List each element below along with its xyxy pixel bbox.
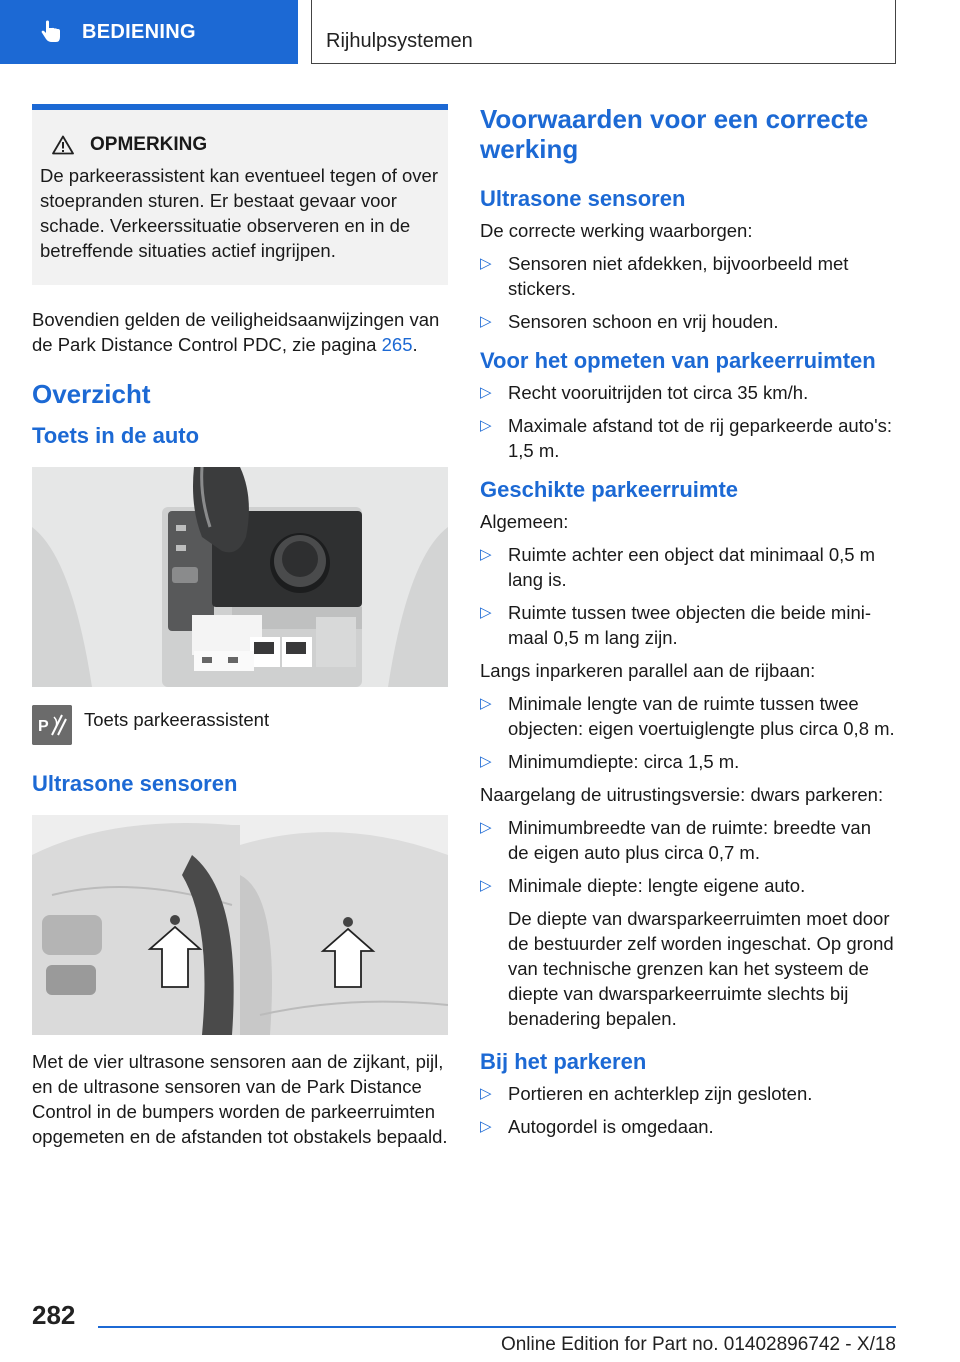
parking-list bbox=[480, 1081, 896, 1139]
list-item: ▷ Sensoren niet afdekken, bijvoorbeeld met stickers. bbox=[480, 251, 896, 301]
general-list bbox=[480, 542, 896, 650]
svg-text:P: P bbox=[38, 718, 49, 735]
sensors-heading: Ultrasone sensoren bbox=[32, 771, 238, 796]
list-item: ▷ Maximale afstand tot de rij geparkeerde auto's: 1,5 m. bbox=[480, 413, 896, 463]
parking-heading: Bij het parkeren bbox=[480, 1049, 647, 1074]
perp-list bbox=[480, 815, 896, 898]
us-list bbox=[480, 251, 896, 334]
general-label: Algemeen: bbox=[480, 511, 569, 532]
section-tab[interactable] bbox=[0, 0, 298, 64]
measure-list bbox=[480, 380, 896, 463]
intro-paragraph bbox=[32, 307, 448, 357]
conditions-heading: Voorwaarden voor een correcte werking bbox=[480, 104, 869, 164]
parking-assistant-button-icon bbox=[32, 705, 72, 745]
list-item: ▷ Ruimte achter een object dat minimaal 0,5 m lang is. bbox=[480, 542, 896, 592]
section-label: BEDIENING bbox=[82, 20, 196, 43]
chapter-title: Rijhulpsystemen bbox=[311, 0, 896, 64]
warning-note bbox=[32, 104, 448, 285]
list-item: ▷ Minimumdiepte: circa 1,5 m. bbox=[480, 749, 896, 774]
list-item: ▷ Portieren en achterklep zijn gesloten. bbox=[480, 1081, 896, 1106]
intro-end: . bbox=[412, 334, 418, 355]
sensors-paragraph: Met de vier ultrasone sensoren aan de zijkant, pijl, en de ultrasone sensoren van de Park Distance Control in de bumpers worden de parkeerruimten opgemeten en de afstanden tot obstakels bepaald. bbox=[32, 1051, 448, 1147]
measure-heading: Voor het opmeten van parkeerruimten bbox=[480, 348, 876, 373]
edition-text: Online Edition for Part no. 01402896742 - X/18 bbox=[500, 1334, 896, 1355]
note-text: De parkeerassistent kan eventueel tegen of over stoepranden sturen. Er bestaat gevaar voor schade. Verkeerssituatie observeren en in de betreffende situaties actief ingrijpen. bbox=[40, 165, 438, 261]
rear-bumper-illustration bbox=[240, 815, 448, 1035]
rear-bumper-image bbox=[240, 815, 448, 1035]
left-column bbox=[32, 104, 448, 1157]
suitable-heading: Geschikte parkeerruimte bbox=[480, 477, 739, 502]
parallel-list bbox=[480, 691, 896, 774]
list-item: ▷ Sensoren schoon en vrij houden. bbox=[480, 309, 896, 334]
center-console-image bbox=[32, 467, 448, 687]
sensor-images bbox=[32, 815, 448, 1035]
right-column bbox=[480, 104, 896, 1147]
perp-label: Naargelang de uitrustingsversie: dwars parkeren: bbox=[480, 784, 884, 805]
page-link[interactable]: 265 bbox=[381, 334, 413, 355]
us-heading: Ultrasone sensoren bbox=[480, 186, 686, 211]
button-heading: Toets in de auto bbox=[32, 423, 200, 448]
warning-triangle-icon bbox=[52, 135, 74, 155]
list-item: ▷ Ruimte tussen twee objecten die beide minimaal 0,5 m lang zijn. bbox=[480, 600, 896, 650]
note-title bbox=[40, 132, 438, 157]
us-intro: De correcte werking waarborgen: bbox=[480, 220, 753, 241]
footer-divider bbox=[98, 1326, 896, 1328]
button-caption: Toets parkeerassistent bbox=[84, 709, 270, 730]
bumper-image bbox=[32, 815, 240, 1035]
note-title-text: OPMERKING bbox=[90, 134, 208, 155]
page-number: 282 bbox=[32, 1300, 76, 1330]
list-item: ▷ Recht vooruitrijden tot circa 35 km/h. bbox=[480, 380, 896, 405]
parallel-label: Langs inparkeren parallel aan de rijbaan: bbox=[480, 660, 816, 681]
hand-pointer-icon bbox=[38, 19, 64, 45]
list-item: ▷ Autogordel is omgedaan. bbox=[480, 1114, 896, 1139]
list-item: ▷ Minimale diepte: lengte eigene auto. bbox=[480, 873, 896, 898]
list-item: ▷ Minimale lengte van de ruimte tussen twee objecten: eigen voertuiglengte plus circa 0,8 m. bbox=[480, 691, 896, 741]
perp-note: De diepte van dwarsparkeerruimten moet door de bestuurder zelf worden ingeschat. Op grond van technische grenzen kan het systeem de diepte van dwarsparkeerruimte slechts bij benadering bepalen. bbox=[508, 908, 894, 1029]
intro-text: Bovendien gelden de veiligheidsaanwijzingen van de Park Distance Control PDC, zie pagina bbox=[32, 309, 440, 355]
list-item: ▷ Minimumbreedte van de ruimte: breedte van de eigen auto plus circa 0,7 m. bbox=[480, 815, 896, 865]
bumper-illustration bbox=[32, 815, 240, 1035]
overview-heading: Overzicht bbox=[32, 379, 151, 409]
button-caption-row bbox=[32, 705, 448, 745]
center-console-illustration bbox=[32, 467, 448, 687]
